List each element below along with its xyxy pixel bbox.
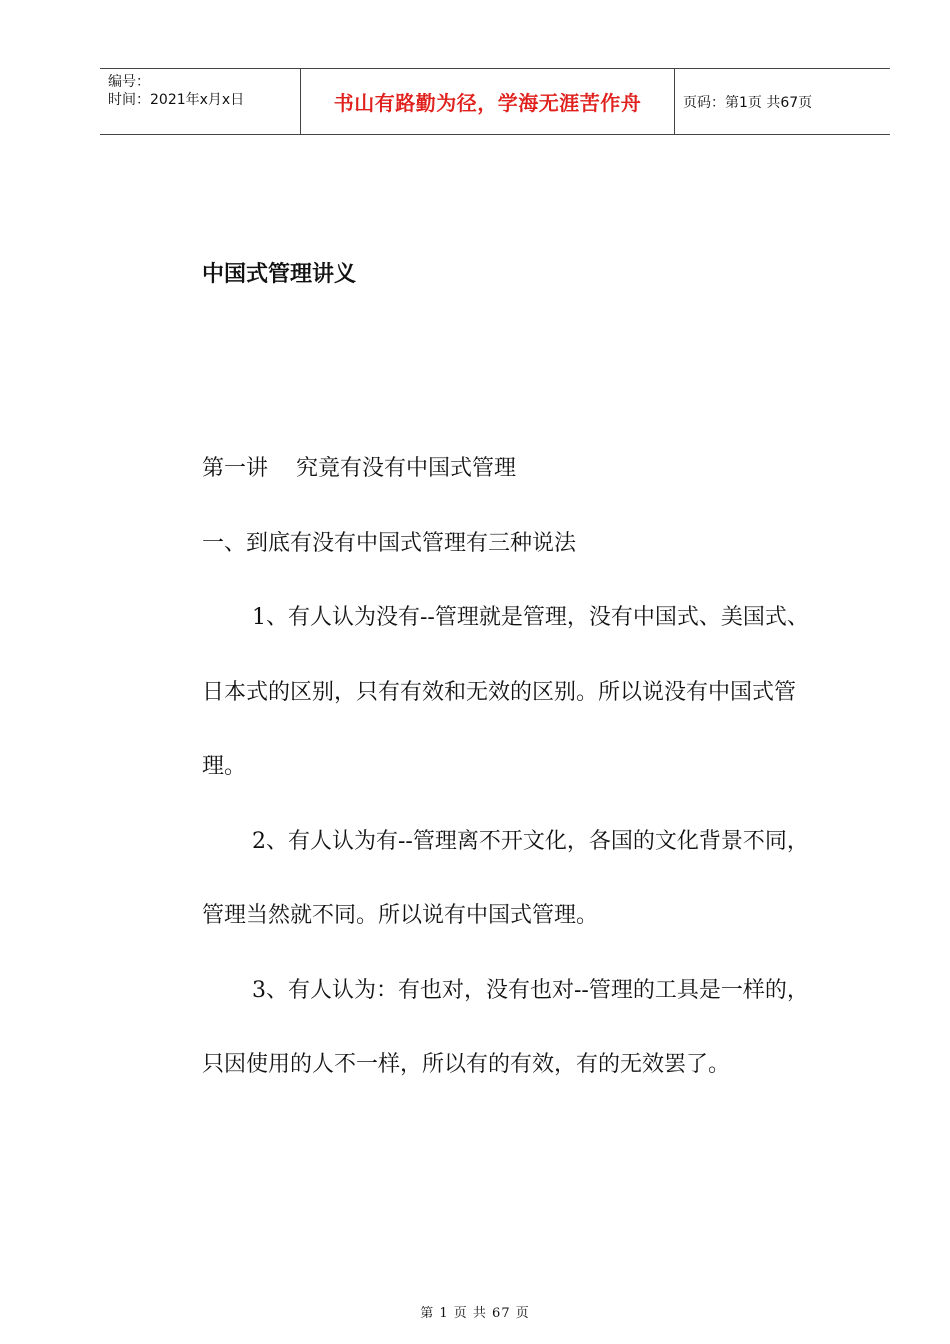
lecture-heading: 第一讲 究竟有没有中国式管理 bbox=[202, 456, 516, 481]
header-motto: 书山有路勤为径，学海无涯苦作舟 bbox=[301, 69, 675, 134]
header-meta bbox=[100, 69, 301, 134]
paragraph-point-2: 2、有人认为有--管理离不开文化，各国的文化背景不同，管理当然就不同。所以说有中国式管理。 bbox=[202, 828, 809, 928]
paragraph-point-3: 3、有人认为：有也对，没有也对--管理的工具是一样的，只因使用的人不一样，所以有的有效，有的无效罢了。 bbox=[202, 977, 809, 1077]
document-body bbox=[202, 432, 812, 1103]
number-label: 编号： bbox=[108, 74, 150, 90]
document-title: 中国式管理讲义 bbox=[202, 262, 357, 287]
time-label: 时间：2021年x月x日 bbox=[108, 92, 245, 108]
paragraph-point-1: 1、有人认为没有--管理就是管理，没有中国式、美国式、日本式的区别，只有有效和无效的区别。所以说没有中国式管理。 bbox=[202, 605, 809, 779]
page-footer: 第 1 页 共 67 页 bbox=[420, 1306, 530, 1321]
page-header bbox=[100, 68, 890, 135]
section-heading: 一、到底有没有中国式管理有三种说法 bbox=[202, 530, 577, 556]
header-page-info: 页码：第1页 共67页 bbox=[683, 94, 813, 111]
